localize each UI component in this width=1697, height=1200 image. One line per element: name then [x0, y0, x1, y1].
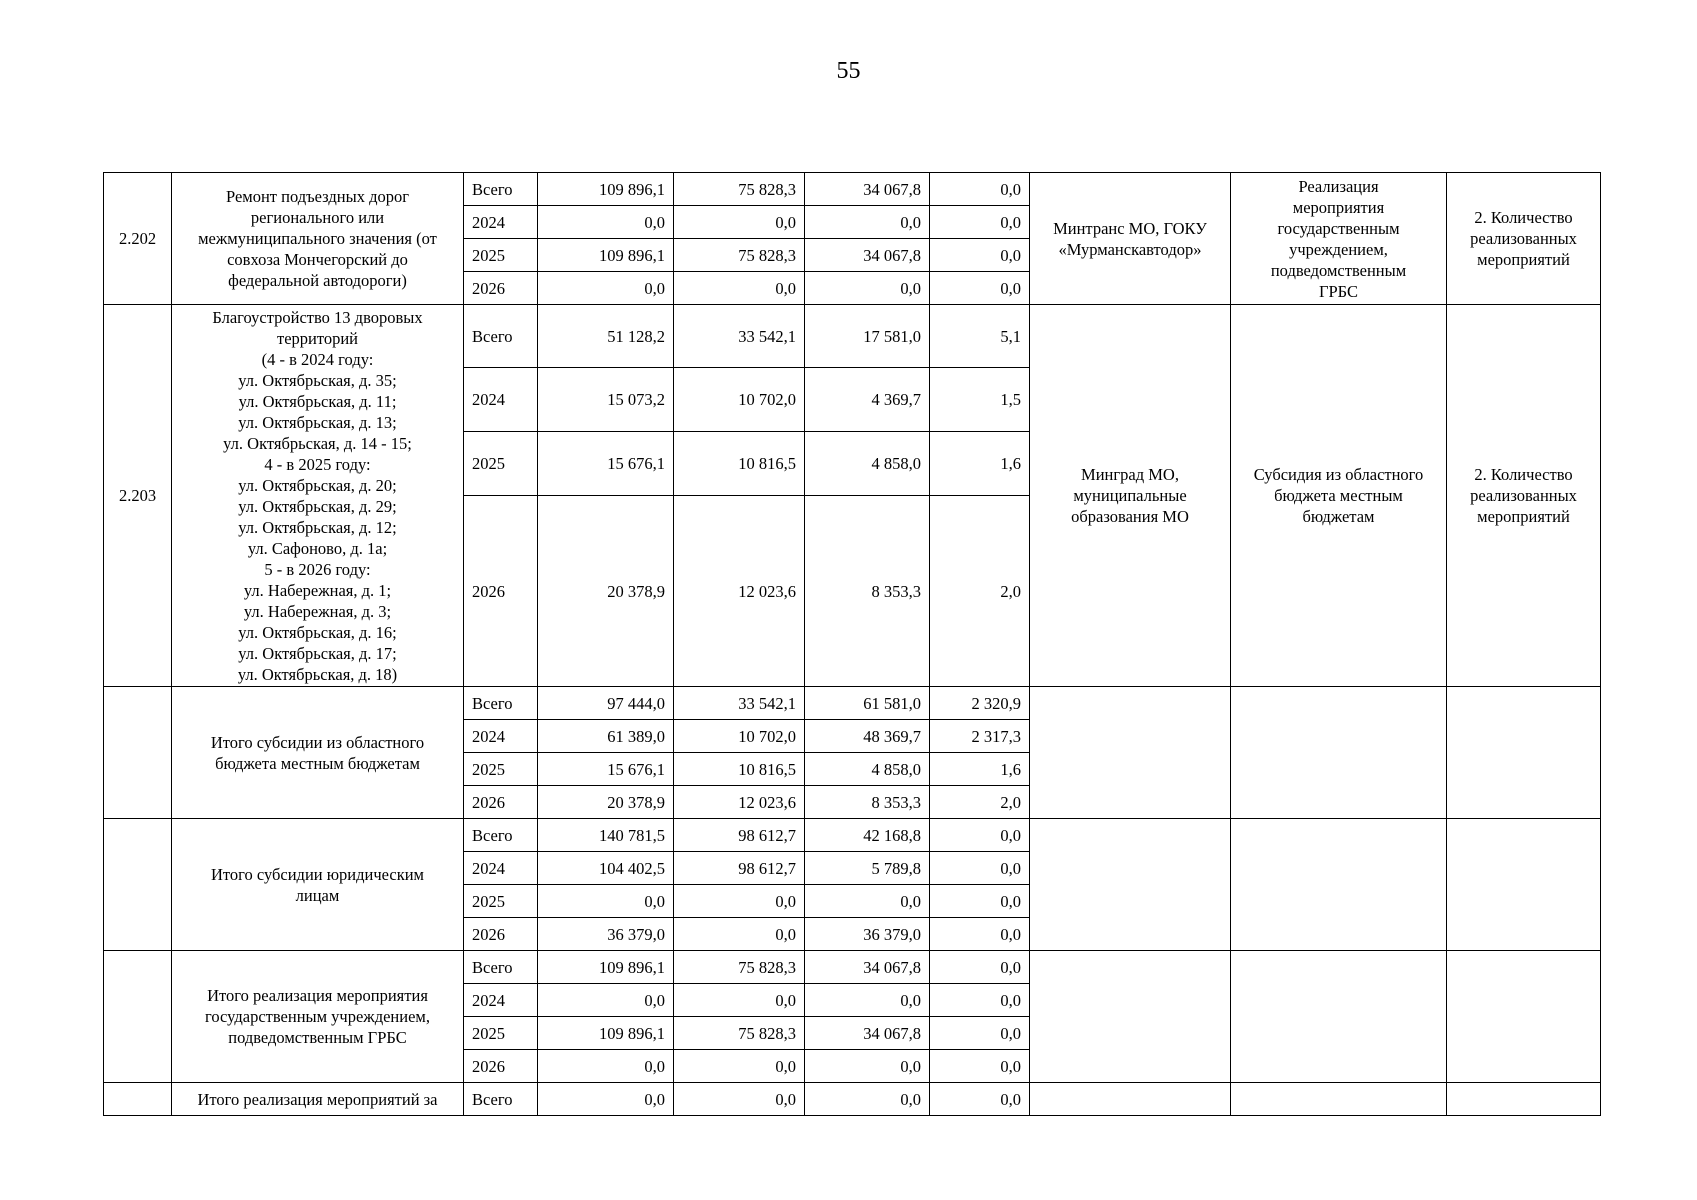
table-row [104, 1083, 1601, 1116]
page-number: 55 [836, 58, 861, 84]
total-cell: 140 781,5 [538, 819, 674, 852]
budget-col1-cell: 0,0 [674, 1083, 805, 1116]
mechanism-cell [1231, 173, 1447, 305]
table-row [104, 687, 1601, 720]
executor-line: образования МО [1071, 507, 1189, 526]
mechanism-cell [1231, 687, 1447, 819]
budget-col2-cell: 61 581,0 [805, 687, 930, 720]
executor-cell [1030, 819, 1231, 951]
budget-col3-cell: 1,6 [930, 432, 1030, 496]
mechanism-cell [1231, 951, 1447, 1083]
year-cell: 2025 [464, 885, 538, 918]
budget-col2-cell: 5 789,8 [805, 852, 930, 885]
budget-col1-cell: 75 828,3 [674, 1017, 805, 1050]
budget-col3-cell: 0,0 [930, 1017, 1030, 1050]
budget-col3-cell: 2 317,3 [930, 720, 1030, 753]
budget-col3-cell: 1,6 [930, 753, 1030, 786]
total-cell: 20 378,9 [538, 786, 674, 819]
budget-col1-cell: 33 542,1 [674, 305, 805, 368]
budget-col2-cell: 4 369,7 [805, 368, 930, 432]
year-cell: 2025 [464, 1017, 538, 1050]
budget-col2-cell: 4 858,0 [805, 432, 930, 496]
year-cell: 2026 [464, 1050, 538, 1083]
budget-col1-cell: 10 702,0 [674, 368, 805, 432]
total-cell: 109 896,1 [538, 239, 674, 272]
year-cell: 2025 [464, 753, 538, 786]
budget-col3-cell: 0,0 [930, 885, 1030, 918]
total-cell: 0,0 [538, 885, 674, 918]
year-cell: Всего [464, 951, 538, 984]
item-title-line: регионального или [250, 208, 385, 227]
item-code [104, 819, 172, 951]
budget-col3-cell: 0,0 [930, 272, 1030, 305]
budget-col2-cell: 0,0 [805, 984, 930, 1017]
item-title-line: ул. Набережная, д. 3; [243, 601, 392, 621]
budget-col3-cell: 0,0 [930, 984, 1030, 1017]
year-cell: 2024 [464, 206, 538, 239]
mechanism-line: Реализация [1298, 176, 1379, 196]
executor-cell [1030, 305, 1231, 687]
budget-col3-cell: 5,1 [930, 305, 1030, 368]
total-cell: 61 389,0 [538, 720, 674, 753]
budget-col2-cell: 36 379,0 [805, 918, 930, 951]
mechanism-line: бюджета местным [1274, 486, 1403, 505]
year-cell: 2026 [464, 918, 538, 951]
year-cell: Всего [464, 687, 538, 720]
total-cell: 15 676,1 [538, 432, 674, 496]
budget-col3-cell: 2 320,9 [930, 687, 1030, 720]
budget-col3-cell: 0,0 [930, 819, 1030, 852]
item-title-line: ул. Октябрьская, д. 29; [238, 496, 397, 516]
item-title [172, 687, 464, 819]
mechanism-line: государственным [1277, 218, 1400, 238]
budget-col1-cell: 10 816,5 [674, 432, 805, 496]
indicator-line: мероприятий [1477, 507, 1570, 526]
item-title-line: Итого реализация мероприятий за [197, 1089, 438, 1109]
item-title-line: государственным учреждением, [205, 1007, 430, 1026]
mechanism-cell [1231, 819, 1447, 951]
budget-col3-cell: 0,0 [930, 173, 1030, 206]
item-title-line: Ремонт подъездных дорог [225, 187, 409, 206]
year-cell: 2026 [464, 272, 538, 305]
table-row [104, 173, 1601, 206]
executor-cell [1030, 1083, 1231, 1116]
item-title-line: межмуниципального значения (от [198, 229, 437, 248]
mechanism-line: подведомственным [1270, 260, 1407, 280]
budget-col2-cell: 48 369,7 [805, 720, 930, 753]
indicator-cell [1447, 687, 1601, 819]
total-cell: 15 073,2 [538, 368, 674, 432]
budget-col3-cell: 1,5 [930, 368, 1030, 432]
indicator-cell [1447, 951, 1601, 1083]
item-title [172, 951, 464, 1083]
budget-col1-cell: 10 816,5 [674, 753, 805, 786]
total-cell: 104 402,5 [538, 852, 674, 885]
budget-col3-cell: 0,0 [930, 951, 1030, 984]
item-title-line: ул. Октябрьская, д. 13; [238, 412, 397, 432]
budget-col2-cell: 0,0 [805, 206, 930, 239]
budget-col1-cell: 0,0 [674, 206, 805, 239]
total-cell: 15 676,1 [538, 753, 674, 786]
budget-col1-cell: 0,0 [674, 272, 805, 305]
budget-col2-cell: 4 858,0 [805, 753, 930, 786]
indicator-cell [1447, 173, 1601, 305]
item-title-line: ул. Октябрьская, д. 35; [238, 370, 397, 390]
indicator-cell [1447, 819, 1601, 951]
budget-col2-cell: 42 168,8 [805, 819, 930, 852]
item-code [104, 687, 172, 819]
budget-col3-cell: 0,0 [930, 206, 1030, 239]
item-title-line: совхоза Мончегорский до [227, 250, 408, 269]
item-title-line: федеральной автодороги) [228, 271, 407, 290]
budget-col1-cell: 12 023,6 [674, 496, 805, 687]
item-title-line: ул. Сафоново, д. 1а; [247, 538, 388, 558]
item-title-line: ул. Октябрьская, д. 20; [238, 475, 397, 495]
year-cell: Всего [464, 819, 538, 852]
budget-col2-cell: 8 353,3 [805, 496, 930, 687]
executor-cell [1030, 687, 1231, 819]
item-title-line: Итого субсидии юридическим [210, 864, 425, 884]
year-cell: Всего [464, 305, 538, 368]
budget-table [103, 172, 1601, 1116]
item-title-line: ул. Октябрьская, д. 17; [238, 643, 397, 663]
mechanism-line: мероприятия [1292, 197, 1385, 217]
budget-col1-cell: 75 828,3 [674, 173, 805, 206]
budget-col3-cell: 0,0 [930, 918, 1030, 951]
mechanism-line: бюджетам [1302, 507, 1375, 526]
budget-col2-cell: 8 353,3 [805, 786, 930, 819]
item-title-line: Благоустройство 13 дворовых [212, 307, 423, 327]
year-cell: 2024 [464, 852, 538, 885]
item-title-line: ул. Октябрьская, д. 11; [238, 391, 397, 411]
item-title-line: подведомственным ГРБС [228, 1028, 407, 1047]
executor-line: муниципальные [1073, 486, 1187, 505]
year-cell: 2025 [464, 432, 538, 496]
budget-col2-cell: 34 067,8 [805, 1017, 930, 1050]
executor-cell [1030, 173, 1231, 305]
budget-col1-cell: 98 612,7 [674, 852, 805, 885]
item-title-line: (4 - в 2024 году: [261, 349, 374, 369]
year-cell: Всего [464, 173, 538, 206]
item-title-line: Итого субсидии из областного [210, 732, 425, 752]
year-cell: 2026 [464, 786, 538, 819]
item-title [172, 305, 464, 687]
total-cell: 0,0 [538, 1083, 674, 1116]
budget-col2-cell: 34 067,8 [805, 239, 930, 272]
mechanism-line: ГРБС [1318, 281, 1359, 301]
total-cell: 109 896,1 [538, 1017, 674, 1050]
total-cell: 0,0 [538, 1050, 674, 1083]
item-code [104, 951, 172, 1083]
budget-col1-cell: 12 023,6 [674, 786, 805, 819]
year-cell: 2026 [464, 496, 538, 687]
budget-col3-cell: 2,0 [930, 496, 1030, 687]
table-row [104, 951, 1601, 984]
budget-col1-cell: 0,0 [674, 1050, 805, 1083]
budget-col1-cell: 0,0 [674, 885, 805, 918]
year-cell: Всего [464, 1083, 538, 1116]
table-row [104, 819, 1601, 852]
budget-col3-cell: 0,0 [930, 1050, 1030, 1083]
item-title-line: бюджета местным бюджетам [215, 753, 420, 773]
indicator-cell [1447, 305, 1601, 687]
budget-col2-cell: 34 067,8 [805, 951, 930, 984]
budget-col2-cell: 17 581,0 [805, 305, 930, 368]
budget-col3-cell: 2,0 [930, 786, 1030, 819]
indicator-line: реализованных [1470, 229, 1577, 248]
total-cell: 36 379,0 [538, 918, 674, 951]
item-title-line: территорий [276, 328, 359, 348]
total-cell: 0,0 [538, 206, 674, 239]
item-title-line: ул. Октябрьская, д. 12; [238, 517, 397, 537]
budget-col3-cell: 0,0 [930, 1083, 1030, 1116]
executor-line: «Мурманскавтодор» [1058, 239, 1202, 259]
total-cell: 20 378,9 [538, 496, 674, 687]
item-code: 2.203 [104, 305, 172, 687]
budget-col2-cell: 0,0 [805, 1083, 930, 1116]
budget-col1-cell: 98 612,7 [674, 819, 805, 852]
total-cell: 109 896,1 [538, 173, 674, 206]
mechanism-cell [1231, 305, 1447, 687]
total-cell: 0,0 [538, 984, 674, 1017]
budget-col2-cell: 0,0 [805, 1050, 930, 1083]
item-title-line: Итого реализация мероприятия [207, 986, 428, 1005]
item-title-line: ул. Октябрьская, д. 14 - 15; [223, 433, 412, 453]
table-body [104, 173, 1601, 1116]
year-cell: 2024 [464, 368, 538, 432]
executor-line: Минград МО, [1081, 465, 1179, 484]
budget-col1-cell: 0,0 [674, 918, 805, 951]
item-title-line: ул. Набережная, д. 1; [243, 580, 392, 600]
indicator-cell [1447, 1083, 1601, 1116]
budget-col1-cell: 10 702,0 [674, 720, 805, 753]
item-title [172, 819, 464, 951]
indicator-line: мероприятий [1477, 250, 1570, 269]
total-cell: 97 444,0 [538, 687, 674, 720]
budget-col1-cell: 0,0 [674, 984, 805, 1017]
mechanism-line: учреждением, [1289, 239, 1388, 259]
indicator-line: 2. Количество [1474, 465, 1573, 484]
year-cell: 2025 [464, 239, 538, 272]
item-title-line: 4 - в 2025 году: [264, 454, 371, 474]
executor-cell [1030, 951, 1231, 1083]
budget-col2-cell: 34 067,8 [805, 173, 930, 206]
budget-col2-cell: 0,0 [805, 272, 930, 305]
budget-col1-cell: 75 828,3 [674, 951, 805, 984]
year-cell: 2024 [464, 984, 538, 1017]
item-title-line: ул. Октябрьская, д. 18) [237, 664, 398, 684]
executor-line: Минтранс МО, ГОКУ [1053, 218, 1207, 238]
mechanism-cell [1231, 1083, 1447, 1116]
mechanism-line: Субсидия из областного [1253, 465, 1424, 484]
indicator-line: 2. Количество [1474, 208, 1573, 227]
total-cell: 51 128,2 [538, 305, 674, 368]
budget-col3-cell: 0,0 [930, 852, 1030, 885]
budget-col1-cell: 75 828,3 [674, 239, 805, 272]
item-code: 2.202 [104, 173, 172, 305]
item-title-line: лицам [295, 885, 340, 905]
item-title [172, 173, 464, 305]
table-row [104, 305, 1601, 368]
item-title [172, 1083, 464, 1116]
budget-col3-cell: 0,0 [930, 239, 1030, 272]
budget-col1-cell: 33 542,1 [674, 687, 805, 720]
total-cell: 109 896,1 [538, 951, 674, 984]
year-cell: 2024 [464, 720, 538, 753]
indicator-line: реализованных [1470, 486, 1577, 505]
total-cell: 0,0 [538, 272, 674, 305]
item-title-line: 5 - в 2026 году: [264, 559, 371, 579]
item-code [104, 1083, 172, 1116]
budget-col2-cell: 0,0 [805, 885, 930, 918]
item-title-line: ул. Октябрьская, д. 16; [238, 622, 397, 642]
